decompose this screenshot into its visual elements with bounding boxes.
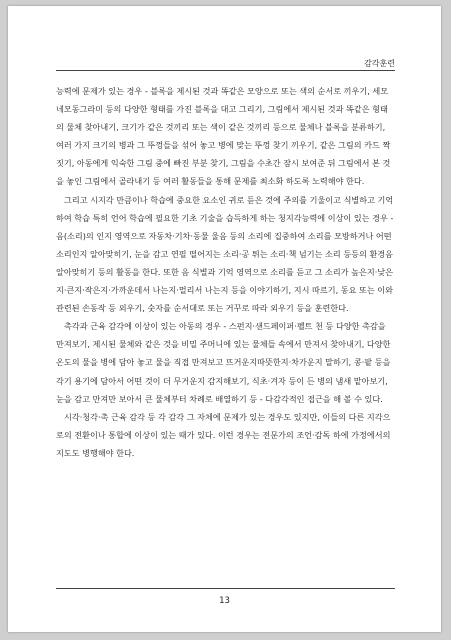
paragraph-1: 능력에 문제가 있는 경우 - 블록을 제시된 것과 똑같은 모양으로 또는 색의 순서로 끼우기, 세모네모동그라미 등의 다양한 형태를 가진 블록을 대고 그리기, 그림에서 제시된 것과 똑같은 형태의 물체 찾아내기, 크기가 같은 것끼리 또는 색이 같은 것끼리 등으로 물체나 블록을 분류하기, 여러 가지 크기의 병과 그 뚜껑들을 섞어 놓고 병에 맞는 뚜껑 찾기 끼우기, 같은 그림의 카드 짝짓기, 아동에게 익숙한 그림 중에 빠진 부분 찾기, 그림을 수초간 잠시 보여준 뒤 그림에서 본 것을 놓인 그림에서 골라내기 등 여러 활동들을 통해 문제를 최소화 하도록 노력해야 한다. [56, 86, 391, 187]
header-divider [56, 70, 395, 71]
paragraph-2: 그리고 시지각 만큼이나 학습에 중요한 요소인 귀로 듣은 것에 주의를 기울이고 식별하고 기억하여 학습 특히 언어 학습에 필요한 기초 기술을 습득하게 하는 청지각능력에 이상이 있는 경우 - 음(소리)의 인지 영역으로 자동차·기차·동물 울음 등의 소리에 집중하여 소리를 모방하거나 어떤 소리인지 알아맞히기, 눈을 감고 연필 떨어지는 소리·공 튀는 소리·책 넘기는 소리 등등의 환경음 알아맞히기 등의 활동을 한다. 또한 음 식별과 기억 영역으로 소리를 듣고 그 소리가 높은지·낮은지·큰지·작은지·가까운데서 나는지·멀리서 나는지 등을 이야기하기, 지시 따르기, 동요 또는 이와 관련된 손동작 등 외우기, 숫자를 순서대로 또는 거꾸로 따라 외우기 등을 훈련한다. [56, 194, 394, 314]
page-number: 13 [219, 596, 230, 606]
document-page [8, 6, 441, 632]
paragraph-4: 시각·청각·촉 근육 감각 등 각 감각 그 자체에 문제가 있는 경우도 있지만, 이들의 다른 지각으로의 전환이나 통합에 이상이 있는 때가 있다. 이런 경우는 전문가의 조언·감독 하에 가정에서의 지도도 병행해야 한다. [56, 411, 391, 458]
body-text [56, 82, 395, 462]
paragraph-3: 촉각과 근육 감각에 이상이 있는 아동의 경우 - 스펀지·샌드페이퍼·펠트 천 등 다양한 촉감을 만져보기, 제시된 물체와 같은 것을 비밀 주머니에 있는 물체들 속에서 만져서 찾아내기, 다양한 온도의 물을 병에 담아 놓고 물을 직접 만져보고 뜨거운지따뜻한지·차가운지 말하기, 콩·팥 등을 각기 용기에 담아서 어떤 것이 더 무거운지 감지해보기, 식초·겨자 등이 든 병의 냄새 맡아보기, 눈을 감고 만져만 보아서 큰 물체부터 차례로 배열하기 등 - 다감각적인 접근을 해 볼 수 있다. [56, 321, 391, 404]
footer-divider [56, 588, 395, 589]
running-header: 감각훈련 [364, 59, 395, 68]
